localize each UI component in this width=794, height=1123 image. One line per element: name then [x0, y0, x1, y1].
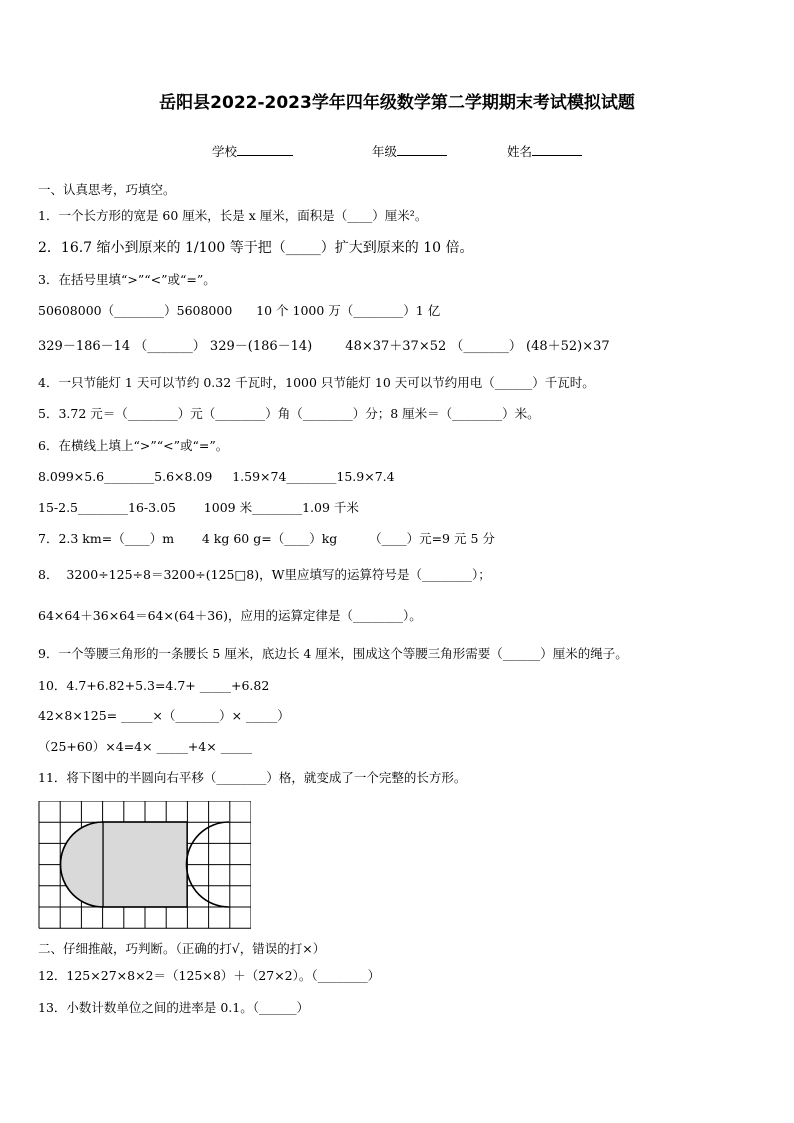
question-3: 3．在括号里填“>”“<”或“=”。: [38, 272, 216, 287]
question-2: 2．16.7 缩小到原来的 1/100 等于把（_____）扩大到原来的 10 倍。: [38, 240, 474, 256]
name-field: 姓名: [507, 142, 582, 160]
section-heading-1: 一、认真思考，巧填空。: [38, 182, 176, 197]
question-12: 12．125×27×8×2＝（125×8）＋（27×2）。（________）: [38, 968, 381, 983]
section-heading-2: 二、仔细推敲，巧判断。（正确的打√，错误的打×）: [38, 941, 326, 956]
question-1: 1．一个长方形的宽是 60 厘米，长是 x 厘米，面积是（____）厘米²。: [38, 208, 428, 223]
school-field: 学校: [212, 142, 293, 160]
question-8-line-2: 64×64＋36×64＝64×(64＋36)，应用的运算定律是（________）。: [38, 608, 422, 623]
question-3-row-2: 329－186－14 （_______） 329－(186－14) 48×37＋37×52 （_______） (48＋52)×37: [38, 339, 610, 354]
question-5: 5．3.72 元＝（________）元（________）角（________）分；8 厘米＝（________）米。: [38, 406, 540, 421]
question-10-line-2: 42×8×125= _____×（_______）× _____）: [38, 708, 290, 723]
question-13: 13．小数计数单位之间的进率是 0.1。（______）: [38, 1000, 310, 1015]
question-4: 4．一只节能灯 1 天可以节约 0.32 千瓦时，1000 只节能灯 10 天可以节约用电（______）千瓦时。: [38, 375, 595, 390]
question-6-row-1: 8.099×5.6________5.6×8.09 1.59×74________15.9×7.4: [38, 469, 395, 484]
page-title: 岳阳县2022-2023学年四年级数学第二学期期末考试模拟试题: [159, 93, 635, 113]
question-10-line-1: 10．4.7+6.82+5.3=4.7+ _____+6.82: [38, 678, 270, 693]
question-11: 11．将下图中的半圆向右平移（________）格，就变成了一个完整的长方形。: [38, 770, 467, 785]
question-8-line-1: 8． 3200÷125÷8＝3200÷(125□8)，W里应填写的运算符号是（________）；: [38, 567, 491, 582]
question-6: 6．在横线上填上“>”“<”或“=”。: [38, 438, 229, 453]
question-6-row-2: 15-2.5________16-3.05 1009 米________1.09 千米: [38, 500, 359, 515]
question-9: 9．一个等腰三角形的一条腰长 5 厘米，底边长 4 厘米，围成这个等腰三角形需要（______）厘米的绳子。: [38, 646, 628, 661]
grid-figure: [37, 801, 251, 931]
grade-field: 年级: [372, 142, 447, 160]
question-10-line-3: （25+60）×4=4× _____+4× _____: [38, 739, 252, 754]
question-7: 7．2.3 km=（____）m 4 kg 60 g=（____）kg （____）元=9 元 5 分: [38, 531, 495, 546]
rectangle-body: [103, 822, 187, 907]
question-3-row-1: 50608000（________）5608000 10 个 1000 万（________）1 亿: [38, 303, 441, 318]
